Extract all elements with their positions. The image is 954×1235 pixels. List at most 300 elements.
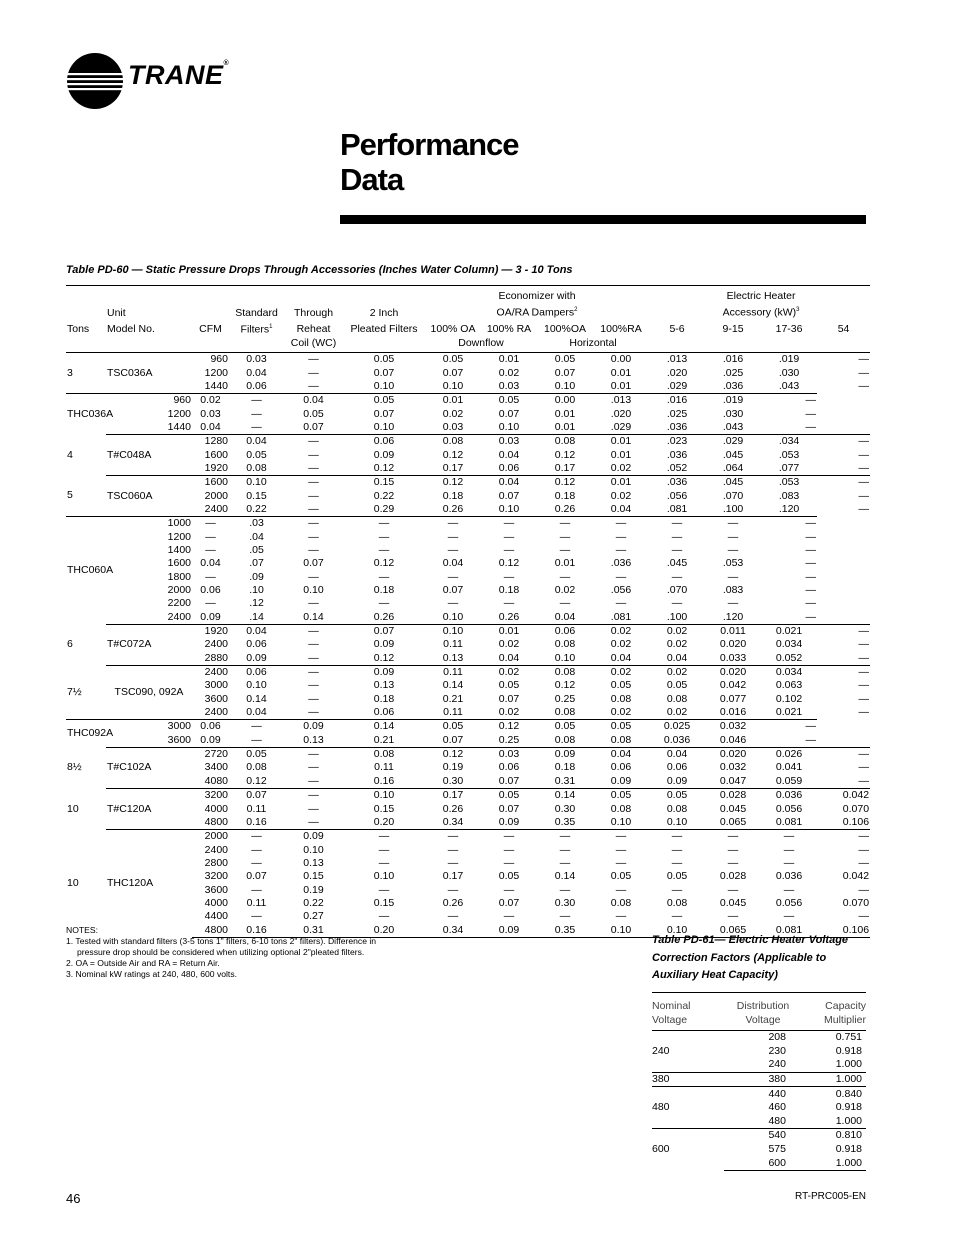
document-code: RT-PRC005-EN bbox=[795, 1191, 866, 1202]
cfm-cell: 3200 bbox=[192, 789, 229, 803]
value-cell: .043 bbox=[778, 379, 800, 392]
value-cell: 0.065 bbox=[705, 923, 761, 937]
value-cell: — bbox=[727, 543, 739, 556]
value-cell: — bbox=[858, 366, 870, 379]
value-cell: — bbox=[649, 517, 705, 531]
distribution-voltage-cell: 230 bbox=[768, 1044, 786, 1057]
value-cell: 0.042 bbox=[817, 789, 870, 803]
value-cell: 0.15 bbox=[373, 802, 395, 815]
value-cell: — bbox=[671, 543, 683, 556]
value-cell: 0.021 bbox=[775, 706, 803, 719]
value-cell: 0.06 bbox=[246, 638, 267, 651]
value-cell: .07 bbox=[249, 557, 264, 570]
value-cell: — bbox=[205, 597, 216, 610]
cfm-cell: 2400 bbox=[204, 706, 228, 719]
value-cell: .053 bbox=[778, 448, 800, 461]
value-cell: — bbox=[378, 856, 390, 869]
value-cell: — bbox=[761, 720, 817, 734]
capacity-multiplier-cell: 0.918 bbox=[835, 1143, 862, 1156]
nominal-voltage-cell: 600 bbox=[652, 1129, 724, 1171]
value-cell: — bbox=[284, 517, 343, 531]
value-cell: — bbox=[559, 883, 571, 896]
table-row bbox=[66, 530, 870, 543]
value-cell: — bbox=[251, 420, 262, 433]
value-cell: — bbox=[308, 761, 319, 774]
value-cell: 0.106 bbox=[842, 815, 870, 828]
value-cell: — bbox=[858, 651, 870, 664]
value-cell: — bbox=[308, 774, 319, 787]
voltage-correction-table: Nominal Voltage Distribution Voltage Capacity Multiplier 240 208 0.751 230 0.918 240 1.000 380 380 1.000 480 440 0.840 460 0.918 480 1.000 600 540 0.810 575 0.918 600 1.000 bbox=[652, 992, 866, 1171]
value-cell: .036 bbox=[722, 379, 744, 392]
cfm-cell: 960 bbox=[106, 394, 192, 408]
capacity-multiplier-cell: 1.000 bbox=[802, 1156, 866, 1170]
value-cell: 0.27 bbox=[303, 910, 324, 923]
value-cell: 0.09 bbox=[200, 610, 221, 623]
value-cell: .09 bbox=[249, 570, 264, 583]
value-cell: — bbox=[727, 883, 739, 896]
value-cell: .064 bbox=[722, 461, 744, 474]
value-cell: 0.032 bbox=[719, 761, 747, 774]
value-cell: — bbox=[858, 843, 870, 856]
value-cell: 0.10 bbox=[373, 420, 395, 433]
value-cell: 0.01 bbox=[554, 557, 576, 570]
value-cell: .036 bbox=[666, 448, 688, 461]
capacity-multiplier-cell: 0.751 bbox=[835, 1031, 862, 1044]
table-row bbox=[66, 720, 870, 734]
cfm-cell: 1600 bbox=[204, 448, 228, 461]
value-cell: 0.25 bbox=[498, 733, 520, 746]
static-pressure-table: Economizer with Electric Heater Unit Standard Through 2 Inch OA/RA Dampers$^2$ Accessory (kW)$^3$ Tons Model No. CFM Filters$^1$ Reheat Pleated Filters 100% OA 100% RA 100%OA 100%RA 5-6 9-15 17-36 54 Coil (WC) Downflow Horizontal 3 TSC036A 960 0.03 — 0.05 0.05 0.01 0.05 0.00 .013 .016 .019 — 1200 0.04 — 0.07 0.07 0.02 0.07 0.01 .020 .025 .030 — 1440 0.06 — 0.10 0.10 0.03 0.10 0.01 .029 .036 .043 — THC036A 960 0.02 — 0.04 0.05 0.01 0.05 0.00 .013 .016 .019 — 1200 0.03 — 0.05 0.07 0.02 0.07 0.01 .020 .025 .030 — 1440 0.04 — 0.07 0.10 0.03 0.10 0.01 .029 .036 .043 — 4 T#C048A 1280 0.04 — 0.06 0.08 0.03 0.08 0.01 .023 .029 .034 — 1600 0.05 — 0.09 0.12 0.04 0.12 0.01 .036 .045 .053 — 1920 0.08 — 0.12 0.17 0.06 0.17 0.02 .052 .064 .077 — 5 TSC060A 1600 0.10 — 0.15 0.12 0.04 0.12 0.01 .036 .045 .053 — 2000 0.15 — 0.22 0.18 0.07 0.18 0.02 .056 .070 .083 — 2400 0.22 — 0.29 0.26 0.10 0.26 0.04 .081 .100 .120 — THC060A 1000 — .03 — — — — — — — — — 1200 — .04 — — — — — — — — — 1400 — .05 — — — — — — — — — 1600 0.04 .07 0.07 0.12 0.04 0.12 0.01 .036 .045 .053 — 1800 — .09 — — — — — — — — — 2000 0.06 .10 0.10 0.18 0.07 0.18 0.02 .056 .070 .083 — 2200 — .12 — — — — — — — — — 2400 0.09 .14 0.14 0.26 0.10 0.26 0.04 .081 .100 .120 — 6 T#C072A 1920 0.04 — 0.07 0.10 0.01 0.06 0.02 0.02 0.011 0.021 — 2400 0.06 — 0.09 0.11 0.02 0.08 0.02 0.02 0.020 0.034 — 2880 0.09 — 0.12 0.13 0.04 0.10 0.04 0.04 0.033 0.052 — 7½ TSC090, 092A 2400 0.06 — 0.09 0.11 0.02 0.08 0.02 0.02 0.020 0.034 — 3000 0.10 — 0.13 0.14 0.05 0.12 0.05 0.05 0.042 0.063 — 3600 0.14 — 0.18 0.21 0.07 0.25 0.08 0.08 0.077 0.102 — 2400 0.04 — 0.06 0.11 0.02 0.08 0.02 0.02 0.016 0.021 — THC092A 3000 0.06 — 0.09 0.14 0.05 0.12 0.05 0.05 0.025 0.032 — 3600 0.09 — 0.13 0.21 0.07 0.25 0.08 0.08 0.036 0.046 — 8½ T#C102A 2720 0.05 — 0.08 0.12 0.03 0.09 0.04 0.04 0.020 0.026 — 3400 0.08 — 0.11 0.19 0.06 0.18 0.06 0.06 0.032 0.041 — 4080 0.12 — 0.16 0.30 0.07 0.31 0.09 0.09 0.047 0.059 — 10 T#C120A 3200 0.07 — 0.10 0.17 0.05 0.14 0.05 0.05 0.028 0.036 0.042 4000 0.11 — 0.15 0.26 0.07 0.30 0.08 0.08 0.045 0.056 0.070 4800 0.16 — 0.20 0.34 0.09 0.35 0.10 0.10 0.065 0.081 0.106 10 THC120A 2000 — 0.09 — — — — — — — — — 2400 — 0.10 — — — — — — — — — 2800 — 0.13 — — — — — — — — — 3200 0.07 0.15 0.10 0.17 0.05 0.14 0.05 0.05 0.028 0.036 0.042 3600 — 0.19 — — — — — — — — — 4000 0.11 0.22 0.15 0.26 0.07 0.30 0.08 0.08 0.045 0.056 0.070 4400 — 0.27 — — — — — — — — — 4800 0.16 0.31 0.20 0.34 0.09 0.35 0.10 0.10 0.065 0.081 0.106 bbox=[66, 285, 870, 938]
cfm-cell: 960 bbox=[192, 353, 229, 367]
value-cell: — bbox=[308, 706, 319, 719]
value-cell: — bbox=[858, 910, 870, 923]
value-cell: 0.03 bbox=[229, 353, 284, 367]
value-cell: 0.15 bbox=[246, 489, 267, 502]
value-cell: 0.034 bbox=[775, 638, 803, 651]
value-cell: .03 bbox=[229, 517, 284, 531]
value-cell: 0.19 bbox=[303, 883, 324, 896]
value-cell: .013 bbox=[593, 394, 649, 408]
value-cell: — bbox=[727, 910, 739, 923]
value-cell: 0.07 bbox=[343, 624, 425, 638]
value-cell: — bbox=[308, 448, 319, 461]
value-cell: — bbox=[805, 407, 817, 420]
value-cell: — bbox=[805, 570, 817, 583]
value-cell: — bbox=[615, 856, 627, 869]
value-cell: 0.08 bbox=[343, 747, 425, 761]
value-cell: — bbox=[817, 747, 870, 761]
value-cell: .029 bbox=[610, 420, 632, 433]
cfm-cell: 1800 bbox=[167, 570, 191, 583]
value-cell: 0.025 bbox=[649, 720, 705, 734]
table-row bbox=[66, 611, 870, 625]
value-cell: 0.10 bbox=[666, 815, 688, 828]
value-cell: 0.18 bbox=[442, 489, 464, 502]
value-cell: — bbox=[503, 910, 515, 923]
value-cell: — bbox=[343, 830, 425, 844]
cfm-cell: 2000 bbox=[167, 584, 191, 597]
value-cell: 0.05 bbox=[229, 747, 284, 761]
value-cell: 0.04 bbox=[554, 610, 576, 623]
value-cell: 0.34 bbox=[442, 815, 464, 828]
value-cell: — bbox=[251, 883, 262, 896]
value-cell: 0.00 bbox=[593, 353, 649, 367]
cfm-cell: 1440 bbox=[204, 379, 228, 392]
cfm-cell: 2400 bbox=[167, 610, 191, 623]
value-cell: 0.05 bbox=[303, 407, 324, 420]
value-cell: — bbox=[503, 883, 515, 896]
value-cell: 0.02 bbox=[498, 706, 520, 719]
value-cell: 0.05 bbox=[593, 789, 649, 803]
value-cell: 0.06 bbox=[610, 761, 632, 774]
value-cell: 0.081 bbox=[775, 815, 803, 828]
value-cell: 0.15 bbox=[373, 896, 395, 909]
cfm-cell: 3400 bbox=[204, 761, 228, 774]
value-cell: — bbox=[671, 530, 683, 543]
value-cell: 0.18 bbox=[373, 584, 395, 597]
value-cell: — bbox=[503, 597, 515, 610]
value-cell: — bbox=[727, 597, 739, 610]
value-cell: 0.08 bbox=[666, 896, 688, 909]
table-row bbox=[652, 1129, 866, 1143]
value-cell: 0.26 bbox=[442, 502, 464, 515]
value-cell: 0.05 bbox=[425, 720, 481, 734]
table-row bbox=[66, 353, 870, 367]
value-cell: 0.05 bbox=[610, 870, 632, 883]
cfm-cell: 3600 bbox=[167, 733, 191, 746]
value-cell: 0.31 bbox=[284, 923, 343, 937]
cfm-cell: 3600 bbox=[204, 692, 228, 705]
value-cell: — bbox=[447, 856, 459, 869]
value-cell: — bbox=[783, 883, 795, 896]
value-cell: 0.22 bbox=[373, 489, 395, 502]
value-cell: 0.31 bbox=[554, 774, 576, 787]
value-cell: .036 bbox=[666, 420, 688, 433]
value-cell: 0.09 bbox=[666, 774, 688, 787]
value-cell: 0.07 bbox=[442, 366, 464, 379]
value-cell: 0.01 bbox=[481, 624, 537, 638]
value-cell: 0.06 bbox=[373, 706, 395, 719]
cfm-cell: 2400 bbox=[204, 638, 228, 651]
value-cell: 0.06 bbox=[200, 584, 221, 597]
value-cell: .120 bbox=[722, 610, 744, 623]
value-cell: 0.08 bbox=[610, 692, 632, 705]
value-cell: 0.09 bbox=[498, 815, 520, 828]
value-cell: — bbox=[727, 856, 739, 869]
value-cell: 0.18 bbox=[554, 761, 576, 774]
value-cell: — bbox=[192, 517, 229, 531]
table-row bbox=[66, 789, 870, 803]
value-cell: 0.16 bbox=[229, 923, 284, 937]
value-cell: .025 bbox=[666, 407, 688, 420]
value-cell: 0.08 bbox=[666, 692, 688, 705]
value-cell: .120 bbox=[778, 502, 800, 515]
value-cell: 0.02 bbox=[498, 366, 520, 379]
value-cell: 0.01 bbox=[554, 420, 576, 433]
tons-cell: 5 bbox=[67, 489, 73, 502]
value-cell: 0.06 bbox=[537, 624, 593, 638]
value-cell: 0.034 bbox=[761, 665, 817, 679]
heater-header: Electric Heater bbox=[705, 286, 817, 304]
value-cell: 0.032 bbox=[705, 720, 761, 734]
model-cell: THC036A bbox=[66, 394, 106, 435]
value-cell: 0.05 bbox=[666, 679, 688, 692]
cfm-cell: 1400 bbox=[167, 543, 191, 556]
model-cell: THC060A bbox=[66, 517, 106, 625]
value-cell: 0.036 bbox=[775, 870, 803, 883]
value-cell: — bbox=[229, 394, 284, 408]
cfm-cell: 1200 bbox=[167, 530, 191, 543]
value-cell: 0.10 bbox=[442, 379, 464, 392]
distribution-voltage-cell: 540 bbox=[724, 1129, 802, 1143]
distribution-voltage-cell: 575 bbox=[768, 1143, 786, 1156]
value-cell: — bbox=[671, 910, 683, 923]
value-cell: 0.18 bbox=[498, 584, 520, 597]
tons-cell: 8½ bbox=[67, 761, 82, 774]
value-cell: 0.05 bbox=[537, 720, 593, 734]
cfm-cell: 4000 bbox=[204, 802, 228, 815]
value-cell: 0.065 bbox=[719, 815, 747, 828]
value-cell: — bbox=[308, 597, 319, 610]
value-cell: — bbox=[447, 883, 459, 896]
value-cell: — bbox=[503, 843, 515, 856]
cfm-cell: 3000 bbox=[204, 679, 228, 692]
value-cell: 0.05 bbox=[610, 679, 632, 692]
value-cell: — bbox=[671, 843, 683, 856]
value-cell: — bbox=[761, 830, 817, 844]
value-cell: 0.02 bbox=[610, 706, 632, 719]
value-cell: 0.12 bbox=[537, 476, 593, 490]
value-cell: — bbox=[251, 910, 262, 923]
value-cell: 0.08 bbox=[666, 802, 688, 815]
value-cell: .070 bbox=[666, 584, 688, 597]
value-cell: — bbox=[251, 856, 262, 869]
distribution-voltage-cell: 240 bbox=[768, 1058, 786, 1071]
value-cell: — bbox=[503, 570, 515, 583]
value-cell: .052 bbox=[666, 461, 688, 474]
value-cell: — bbox=[817, 624, 870, 638]
value-cell: 0.14 bbox=[343, 720, 425, 734]
value-cell: — bbox=[805, 543, 817, 556]
value-cell: — bbox=[858, 883, 870, 896]
value-cell: 0.17 bbox=[442, 461, 464, 474]
value-cell: — bbox=[615, 843, 627, 856]
value-cell: — bbox=[378, 530, 390, 543]
cfm-cell: 4080 bbox=[204, 774, 228, 787]
value-cell: — bbox=[858, 706, 870, 719]
value-cell: 0.036 bbox=[761, 789, 817, 803]
value-cell: 0.10 bbox=[303, 843, 324, 856]
value-cell: — bbox=[593, 517, 649, 531]
value-cell: — bbox=[284, 665, 343, 679]
cfm-cell: 3200 bbox=[204, 870, 228, 883]
table-row bbox=[66, 517, 870, 531]
capacity-multiplier-cell: 1.000 bbox=[835, 1058, 862, 1071]
cfm-cell: 1920 bbox=[204, 461, 228, 474]
cfm-cell: 1200 bbox=[204, 366, 228, 379]
value-cell: 0.09 bbox=[373, 448, 395, 461]
value-cell: — bbox=[858, 692, 870, 705]
value-cell: — bbox=[308, 379, 319, 392]
value-cell: 0.020 bbox=[705, 747, 761, 761]
value-cell: 0.01 bbox=[425, 394, 481, 408]
value-cell: 0.05 bbox=[537, 353, 593, 367]
value-cell: 0.16 bbox=[246, 815, 267, 828]
capacity-multiplier-cell: 1.000 bbox=[835, 1114, 862, 1127]
value-cell: — bbox=[671, 883, 683, 896]
value-cell: 0.12 bbox=[554, 679, 576, 692]
value-cell: 0.01 bbox=[593, 476, 649, 490]
brand-name: TRANE® bbox=[128, 60, 230, 90]
value-cell: 0.22 bbox=[303, 896, 324, 909]
value-cell: .04 bbox=[249, 530, 264, 543]
value-cell: — bbox=[308, 570, 319, 583]
value-cell: 0.14 bbox=[554, 870, 576, 883]
table-row bbox=[66, 394, 870, 408]
value-cell: 0.02 bbox=[649, 665, 705, 679]
value-cell: 0.06 bbox=[498, 761, 520, 774]
value-cell: 0.059 bbox=[775, 774, 803, 787]
value-cell: — bbox=[308, 366, 319, 379]
value-cell: 0.30 bbox=[442, 774, 464, 787]
distribution-voltage-cell: 440 bbox=[724, 1087, 802, 1101]
cfm-cell: 1200 bbox=[167, 407, 191, 420]
value-cell: .083 bbox=[778, 489, 800, 502]
value-cell: 0.05 bbox=[343, 353, 425, 367]
value-cell: — bbox=[447, 910, 459, 923]
table-row bbox=[66, 476, 870, 490]
value-cell: 0.016 bbox=[719, 706, 747, 719]
value-cell: .14 bbox=[249, 610, 264, 623]
value-cell: 0.07 bbox=[498, 489, 520, 502]
value-cell: — bbox=[481, 517, 537, 531]
value-cell: 0.08 bbox=[246, 461, 267, 474]
value-cell: 0.042 bbox=[842, 870, 870, 883]
value-cell: — bbox=[229, 830, 284, 844]
value-cell: 0.14 bbox=[303, 610, 324, 623]
nominal-voltage-cell: 380 bbox=[652, 1072, 724, 1087]
value-cell: — bbox=[817, 435, 870, 449]
value-cell: 0.028 bbox=[705, 789, 761, 803]
value-cell: .020 bbox=[610, 407, 632, 420]
value-cell: 0.04 bbox=[200, 420, 221, 433]
value-cell: — bbox=[251, 407, 262, 420]
value-cell: 0.06 bbox=[343, 435, 425, 449]
value-cell: 0.10 bbox=[649, 923, 705, 937]
value-cell: 0.05 bbox=[481, 394, 537, 408]
value-cell: 0.00 bbox=[537, 394, 593, 408]
value-cell: 0.04 bbox=[246, 366, 267, 379]
value-cell: — bbox=[378, 843, 390, 856]
value-cell: 0.056 bbox=[775, 802, 803, 815]
value-cell: 0.05 bbox=[481, 789, 537, 803]
value-cell: — bbox=[425, 517, 481, 531]
econ-header: Economizer with bbox=[425, 286, 649, 304]
capacity-multiplier-cell: 0.810 bbox=[802, 1129, 866, 1143]
value-cell: — bbox=[308, 679, 319, 692]
value-cell: .100 bbox=[666, 610, 688, 623]
value-cell: — bbox=[559, 856, 571, 869]
value-cell: 0.04 bbox=[229, 624, 284, 638]
value-cell: 0.05 bbox=[666, 870, 688, 883]
value-cell: — bbox=[858, 461, 870, 474]
value-cell: 0.07 bbox=[373, 366, 395, 379]
value-cell: 0.05 bbox=[498, 870, 520, 883]
value-cell: 0.01 bbox=[593, 435, 649, 449]
value-cell: 0.03 bbox=[498, 379, 520, 392]
capacity-multiplier-cell: 0.918 bbox=[835, 1101, 862, 1114]
value-cell: 0.02 bbox=[554, 584, 576, 597]
cfm-cell: 2400 bbox=[204, 502, 228, 515]
value-cell: — bbox=[615, 570, 627, 583]
value-cell: 0.07 bbox=[498, 407, 520, 420]
value-cell: 0.02 bbox=[666, 638, 688, 651]
value-cell: .083 bbox=[722, 584, 744, 597]
value-cell: 0.18 bbox=[554, 489, 576, 502]
value-cell: 0.26 bbox=[498, 610, 520, 623]
cfm-cell: 4800 bbox=[204, 815, 228, 828]
cfm-cell: 3600 bbox=[204, 883, 228, 896]
value-cell: 0.04 bbox=[610, 502, 632, 515]
value-cell: 0.01 bbox=[554, 407, 576, 420]
value-cell: — bbox=[447, 597, 459, 610]
value-cell: 0.26 bbox=[442, 896, 464, 909]
value-cell: 0.14 bbox=[537, 789, 593, 803]
value-cell: 0.11 bbox=[374, 761, 394, 774]
value-cell: 0.10 bbox=[610, 815, 632, 828]
value-cell: 0.10 bbox=[442, 610, 464, 623]
table61-caption: Table PD-61— Electric Heater Voltage Correction Factors (Applicable to Auxiliary Heat Capacity) bbox=[652, 934, 849, 981]
value-cell: 0.12 bbox=[425, 476, 481, 490]
value-cell: 0.04 bbox=[649, 747, 705, 761]
value-cell: 0.04 bbox=[229, 435, 284, 449]
value-cell: .056 bbox=[666, 489, 688, 502]
value-cell: — bbox=[308, 461, 319, 474]
value-cell: 0.30 bbox=[554, 802, 576, 815]
value-cell: 0.18 bbox=[373, 692, 395, 705]
distribution-voltage-cell: 480 bbox=[768, 1114, 786, 1127]
value-cell: 0.11 bbox=[443, 638, 463, 651]
value-cell: .045 bbox=[666, 557, 688, 570]
value-cell: — bbox=[705, 517, 761, 531]
value-cell: — bbox=[378, 570, 390, 583]
cfm-cell: 1920 bbox=[192, 624, 229, 638]
value-cell: 0.07 bbox=[442, 584, 464, 597]
value-cell: .023 bbox=[649, 435, 705, 449]
value-cell: .029 bbox=[705, 435, 761, 449]
value-cell: 0.01 bbox=[610, 366, 632, 379]
value-cell: 0.05 bbox=[593, 720, 649, 734]
value-cell: 0.07 bbox=[303, 420, 324, 433]
value-cell: 0.10 bbox=[373, 379, 395, 392]
value-cell: — bbox=[284, 353, 343, 367]
value-cell: 0.026 bbox=[761, 747, 817, 761]
model-cell: TSC090, 092A bbox=[106, 665, 192, 719]
value-cell: 0.042 bbox=[719, 679, 747, 692]
value-cell: .019 bbox=[761, 353, 817, 367]
value-cell: 0.04 bbox=[498, 651, 520, 664]
table-notes: NOTES: 1. Tested with standard filters (3-5 tons 1" filters, 6-10 tons 2" filters). Difference in pressure drop should be considered when utilizing optional 2"pleated filters. 2. OA = Outside Air and RA = Return Air. 3. Nominal kW ratings at 240, 480, 600 volts. bbox=[66, 925, 377, 979]
value-cell: 0.08 bbox=[537, 665, 593, 679]
value-cell: — bbox=[727, 843, 739, 856]
value-cell: 0.14 bbox=[246, 692, 267, 705]
value-cell: 0.02 bbox=[666, 706, 688, 719]
value-cell: — bbox=[559, 597, 571, 610]
value-cell: — bbox=[671, 570, 683, 583]
value-cell: 0.05 bbox=[498, 679, 520, 692]
value-cell: 0.35 bbox=[554, 815, 576, 828]
value-cell: — bbox=[447, 530, 459, 543]
